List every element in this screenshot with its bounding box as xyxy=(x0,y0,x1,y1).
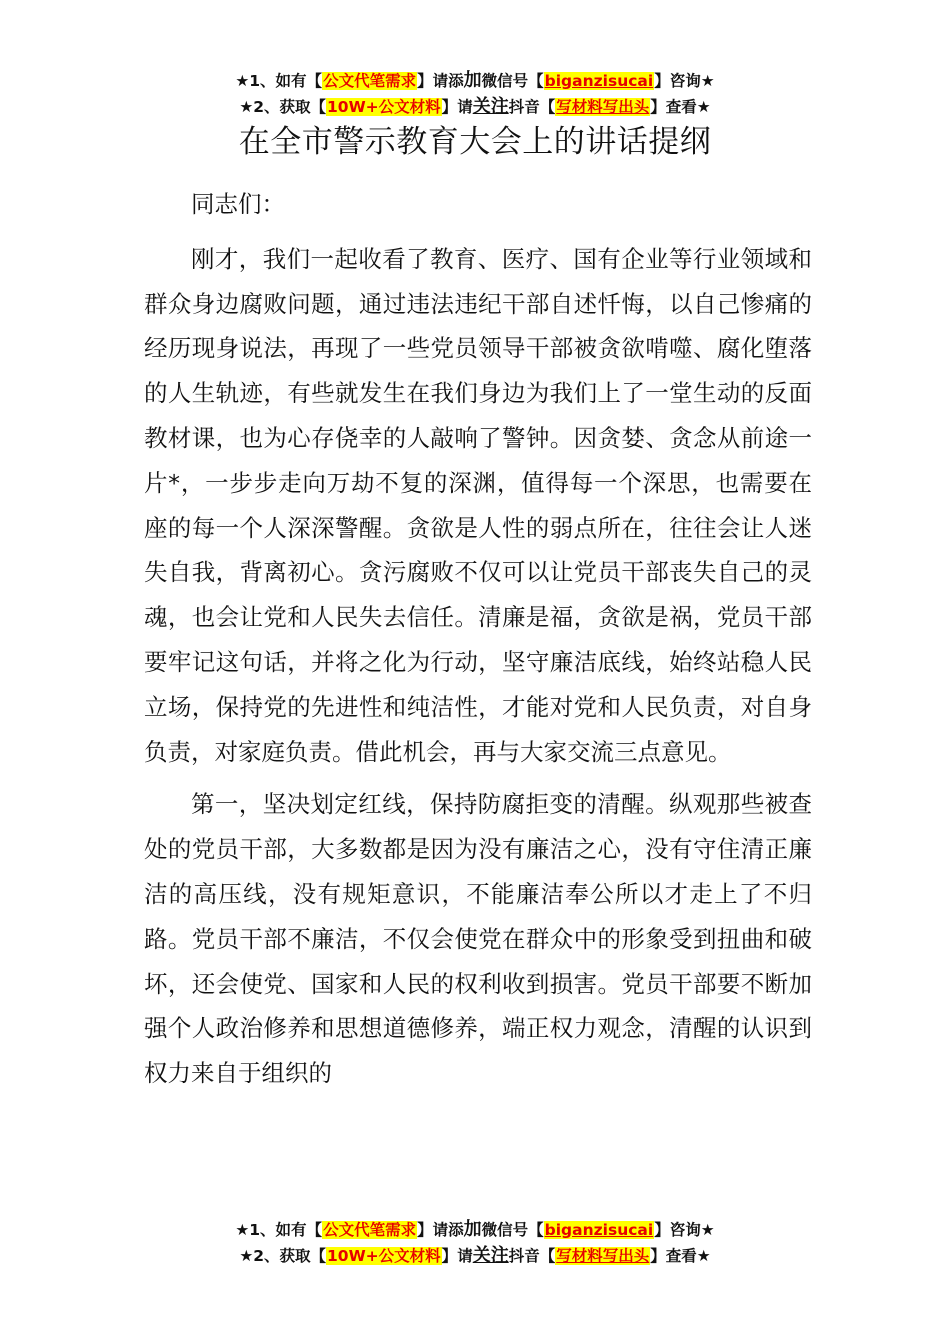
promo-1-wechat-open: 【 xyxy=(528,72,544,90)
bottom-promo-banner xyxy=(0,1217,950,1269)
promo-2-middle2-bottom: 抖音 xyxy=(508,1247,540,1265)
body-paragraph-1: 刚才，我们一起收看了教育、医疗、国有企业等行业领域和群众身边腐败问题，通过违法违纪干部自述忏悔，以自己惨痛的经历现身说法，再现了一些党员领导干部被贪欲啃噬、腐化堕落的人生轨迹，有些就发生在我们身边为我们上了一堂生动的反面教材课，也为心存侥幸的人敲响了警钟。因贪婪、贪念从前途一片*，一步步走向万劫不复的深渊，值得每一个深思，也需要在座的每一个人深深警醒。贪欲是人性的弱点所在，往往会让人迷失自我，背离初心。贪污腐败不仅可以让党员干部丧失自己的灵魂，也会让党和人民失去信任。清廉是福，贪欲是祸，党员干部要牢记这句话，并将之化为行动，坚守廉洁底线，始终站稳人民立场，保持党的先进性和纯洁性，才能对党和人民负责，对自身负责，对家庭负责。借此机会，再与大家交流三点意见。 xyxy=(144,244,812,766)
promo-2-account-close: 】 xyxy=(650,98,666,116)
promo-2-suffix-bottom: 查看★ xyxy=(665,1247,711,1265)
promo-2-bracket-close: 】 xyxy=(441,98,458,116)
promo-1-middle1: 请添 xyxy=(432,72,464,90)
douyin-account-link-bottom[interactable]: 写材料写出头 xyxy=(556,1247,650,1265)
promo-1-bracket-open: 【 xyxy=(306,72,323,90)
promo-2-middle1-bottom: 请 xyxy=(457,1247,473,1265)
top-promo-banner xyxy=(0,68,950,120)
promo-line-1-bottom xyxy=(0,1217,950,1243)
promo-1-bracket-close: 】 xyxy=(417,72,433,90)
body-paragraph-2: 第一，坚决划定红线，保持防腐拒变的清醒。纵观那些被查处的党员干部，大多数都是因为没有廉洁之心，没有守住清正廉洁的高压线，没有规矩意识，不能廉洁奉公所以才走上了不归路。党员干部不廉洁，不仅会使党在群众中的形象受到扭曲和破坏，还会使党、国家和人民的权利收到损害。党员干部要不断加强个人政治修养和思想道德修养，端正权力观念，清醒的认识到权力来自于组织的 xyxy=(144,790,812,1088)
promo-line-2 xyxy=(0,94,950,120)
promo-1-middle2: 微信号 xyxy=(481,72,529,90)
promo-1-wechat-open-bottom: 【 xyxy=(528,1221,544,1239)
promo-1-wechat-close: 】 xyxy=(654,72,670,90)
promo-1-suffix-bottom: 咨询★ xyxy=(669,1221,715,1239)
promo-2-bracket-open-bottom: 【 xyxy=(310,1247,327,1265)
promo-2-prefix: ★2、获取 xyxy=(239,98,311,116)
document-title: 在全市警示教育大会上的讲话提纲 xyxy=(238,124,712,160)
promo-2-account-open: 【 xyxy=(539,98,556,116)
promo-1-middle-big-bottom: 加 xyxy=(463,1219,482,1240)
promo-line-2-bottom xyxy=(0,1243,950,1269)
promo-2-middle-big: 关注 xyxy=(472,96,509,117)
document-body xyxy=(144,182,812,1096)
promo-2-account-close-bottom: 】 xyxy=(650,1247,666,1265)
promo-1-prefix-bottom: ★1、如有 xyxy=(235,1221,307,1239)
promo-2-middle1: 请 xyxy=(457,98,473,116)
promo-2-suffix: 查看★ xyxy=(665,98,711,116)
promo-2-highlight: 10W+公文材料 xyxy=(327,98,441,116)
promo-1-middle-big: 加 xyxy=(463,70,482,91)
promo-2-bracket-close-bottom: 】 xyxy=(441,1247,458,1265)
promo-1-suffix: 咨询★ xyxy=(669,72,715,90)
promo-2-prefix-bottom: ★2、获取 xyxy=(239,1247,311,1265)
promo-2-middle2: 抖音 xyxy=(508,98,540,116)
promo-1-bracket-open-bottom: 【 xyxy=(306,1221,323,1239)
promo-1-prefix: ★1、如有 xyxy=(235,72,307,90)
douyin-account-link[interactable]: 写材料写出头 xyxy=(556,98,650,116)
promo-1-middle1-bottom: 请添 xyxy=(432,1221,464,1239)
promo-1-highlight: 公文代笔需求 xyxy=(323,72,417,90)
wechat-id-link[interactable]: biganzisucai xyxy=(544,72,654,90)
wechat-id-link-bottom[interactable]: biganzisucai xyxy=(544,1221,654,1239)
promo-2-highlight-bottom: 10W+公文材料 xyxy=(327,1247,441,1265)
promo-1-highlight-bottom: 公文代笔需求 xyxy=(323,1221,417,1239)
promo-1-middle2-bottom: 微信号 xyxy=(481,1221,529,1239)
promo-2-account-open-bottom: 【 xyxy=(539,1247,556,1265)
promo-1-bracket-close-bottom: 】 xyxy=(417,1221,433,1239)
promo-1-wechat-close-bottom: 】 xyxy=(654,1221,670,1239)
salutation: 同志们： xyxy=(191,190,285,218)
promo-2-bracket-open: 【 xyxy=(310,98,327,116)
promo-2-middle-big-bottom: 关注 xyxy=(472,1245,509,1266)
promo-line-1 xyxy=(0,68,950,94)
